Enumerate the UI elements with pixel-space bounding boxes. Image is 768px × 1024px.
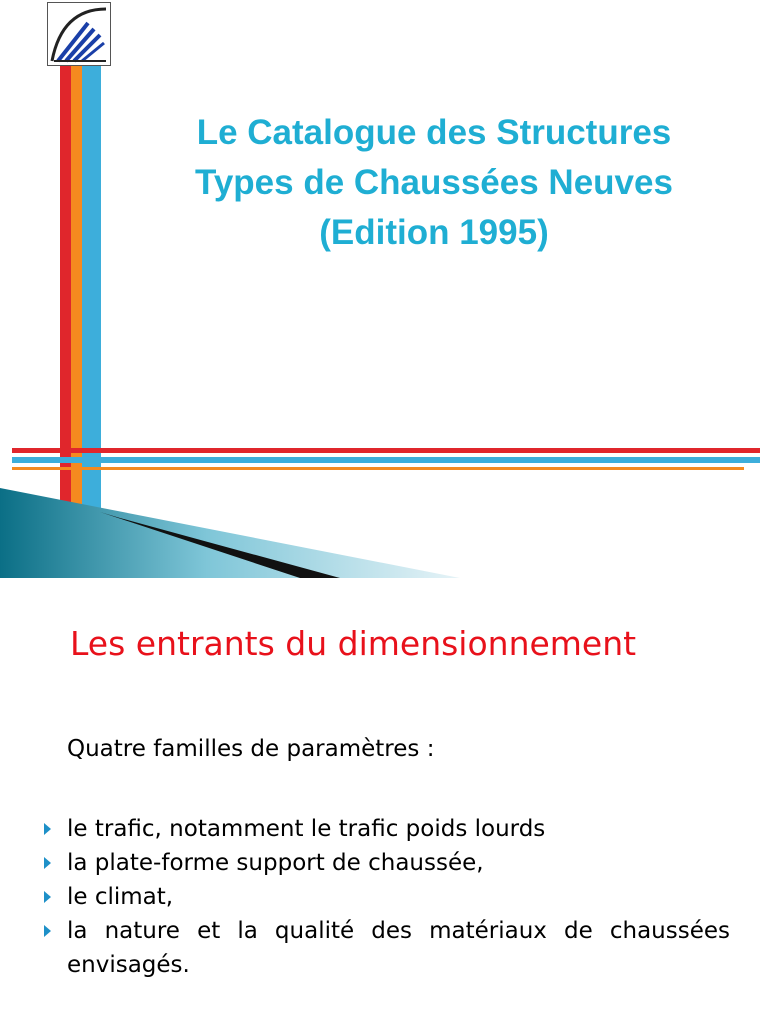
- list-item-text: la nature et la qualité des matériaux de chaussées envisagés.: [67, 918, 730, 978]
- content-slide: [0, 578, 768, 1024]
- blue-horizontal-line: [12, 457, 760, 463]
- list-item: [44, 846, 730, 880]
- bullet-arrow-icon: [44, 823, 51, 835]
- intro-text: Quatre familles de paramètres :: [67, 736, 435, 762]
- list-item-text: le trafic, notamment le trafic poids lourds: [67, 816, 546, 842]
- slide-title: [100, 108, 768, 258]
- bullet-arrow-icon: [44, 891, 51, 903]
- title-line-2: Types de Chaussées Neuves: [195, 163, 673, 202]
- logo: [47, 2, 111, 66]
- list-item: [44, 812, 730, 846]
- section-heading: Les entrants du dimensionnement: [70, 624, 637, 663]
- list-item-text: le climat,: [67, 884, 174, 910]
- orange-horizontal-line: [12, 467, 744, 470]
- bullet-arrow-icon: [44, 925, 51, 937]
- title-line-3: (Edition 1995): [319, 213, 549, 252]
- title-line-1: Le Catalogue des Structures: [196, 113, 672, 152]
- decorative-wedge: [0, 478, 768, 578]
- list-item: [44, 914, 730, 982]
- logo-arch-icon: [48, 3, 110, 65]
- bullet-arrow-icon: [44, 857, 51, 869]
- red-horizontal-line: [12, 448, 760, 453]
- list-item-text: la plate-forme support de chaussée,: [67, 850, 484, 876]
- parameter-list: [44, 812, 730, 982]
- list-item: [44, 880, 730, 914]
